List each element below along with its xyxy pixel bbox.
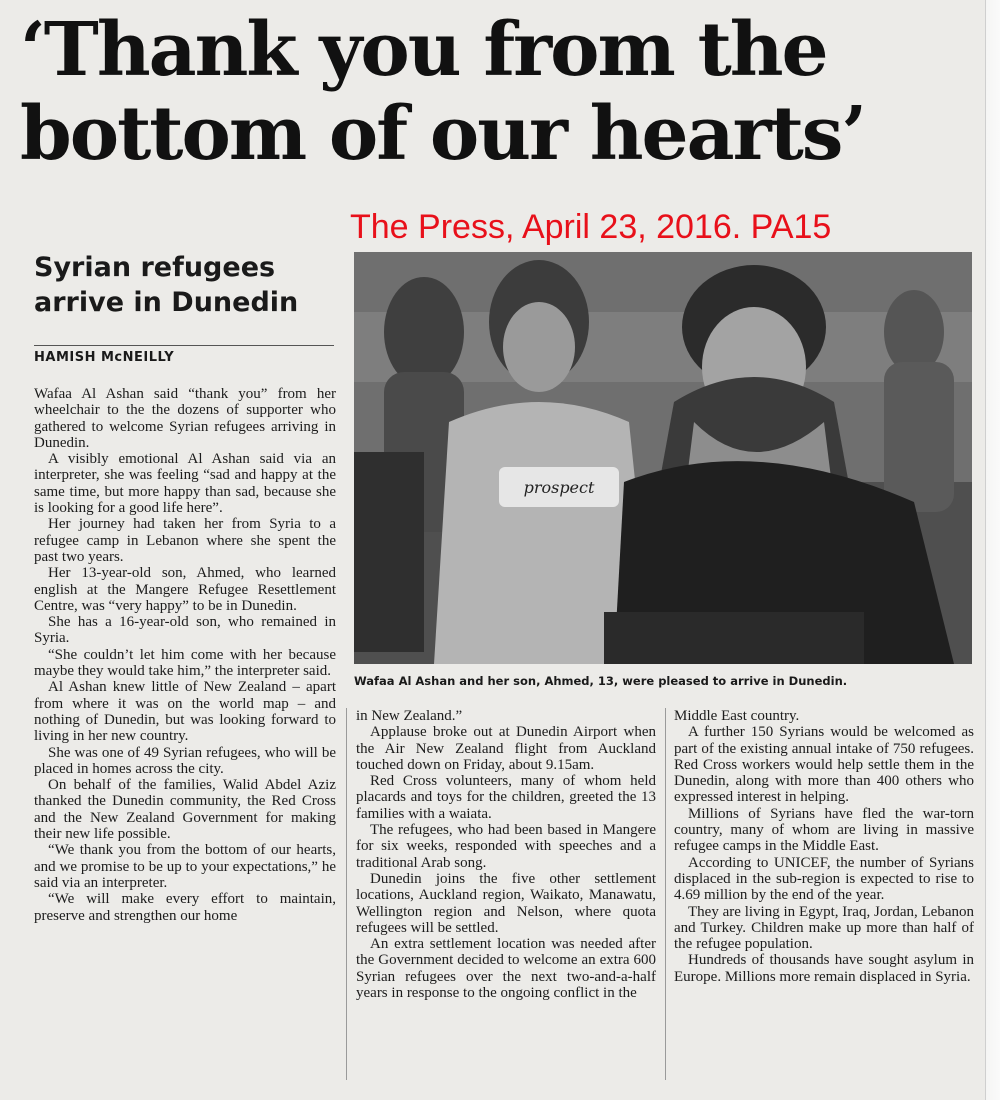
paragraph: Millions of Syrians have fled the war-torn country, many of whom are living in massive refugee camps in the Middle East. (674, 805, 974, 855)
paragraph: Al Ashan knew little of New Zealand – apart from where it was on the world map – and nothing of Dunedin, but was looking forward to living in her new country. (34, 679, 336, 745)
headline: ‘Thank you from the bottom of our hearts’ (20, 7, 866, 177)
paragraph: Dunedin joins the five other settlement locations, Auckland region, Waikato, Manawatu, Wellington region and Nelson, where quota refugees will be settled. (356, 870, 656, 936)
article-photo (354, 252, 972, 664)
paragraph: Wafaa Al Ashan said “thank you” from her wheelchair to the the dozens of supporter who gathered to welcome Syrian refugees arriving in Dunedin. (34, 386, 336, 451)
byline: HAMISH McNEILLY (34, 345, 334, 365)
paragraph: They are living in Egypt, Iraq, Jordan, Lebanon and Turkey. Children make up more than half of the refugee population. (674, 903, 974, 953)
paragraph: According to UNICEF, the number of Syrians displaced in the sub-region is expected to rise to 4.69 million by the end of the year. (674, 854, 974, 904)
paragraph: in New Zealand.” (356, 708, 463, 724)
article-column-3 (674, 708, 974, 985)
photo-illustration (354, 252, 972, 664)
paragraph: The refugees, who had been based in Mangere for six weeks, responded with speeches and a traditional Arab song. (356, 822, 656, 871)
paragraph: Applause broke out at Dunedin Airport when the Air New Zealand flight from Auckland touched down on Friday, about 9.15am. (356, 724, 656, 773)
paragraph: “We will make every effort to maintain, preserve and strengthen our home (34, 891, 336, 924)
article-column-2 (356, 708, 656, 1001)
column-divider (665, 708, 666, 1080)
paragraph: A further 150 Syrians would be welcomed as part of the existing annual intake of 750 refugees. Red Cross workers would help settle them in the Dunedin, along with more than 400 others who expressed interest in helping. (674, 724, 974, 806)
subheadline: Syrian refugees arrive in Dunedin (34, 252, 299, 318)
paragraph: Middle East country. (674, 708, 800, 724)
paragraph: “She couldn’t let him come with her because maybe they would take him,” the interpreter said. (34, 646, 336, 680)
paragraph: An extra settlement location was needed after the Government decided to welcome an extra 600 Syrian refugees over the next two-and-a-half years in response to the ongoing conflict in the (356, 936, 656, 1002)
paragraph: Hundreds of thousands have sought asylum in Europe. Millions more remain displaced in Syria. (674, 952, 974, 985)
source-annotation: The Press, April 23, 2016. PA15 (350, 208, 832, 246)
svg-text:prospect: prospect (523, 478, 595, 497)
paragraph: Red Cross volunteers, many of whom held placards and toys for the children, greeted the 13 families with a waiata. (356, 773, 656, 822)
column-divider (346, 708, 347, 1080)
paragraph: She was one of 49 Syrian refugees, who will be placed in homes across the city. (34, 744, 336, 777)
paragraph: A visibly emotional Al Ashan said via an interpreter, she was feeling “sad and happy at the same time, but more happy than sad, because she is looking for a good life here”. (34, 451, 336, 517)
page-edge (985, 0, 1000, 1100)
paragraph: Her journey had taken her from Syria to a refugee camp in Lebanon where she spent the past two years. (34, 516, 336, 565)
photo-caption: Wafaa Al Ashan and her son, Ahmed, 13, were pleased to arrive in Dunedin. (354, 674, 848, 688)
paragraph: On behalf of the families, Walid Abdel Aziz thanked the Dunedin community, the Red Cross and the New Zealand Government for making their new life possible. (34, 777, 336, 843)
paragraph: She has a 16-year-old son, who remained in Syria. (34, 614, 336, 647)
article-column-1 (34, 386, 336, 924)
paragraph: “We thank you from the bottom of our hearts, and we promise to be up to your expectations,” he said via an interpreter. (34, 842, 336, 891)
paragraph: Her 13-year-old son, Ahmed, who learned english at the Mangere Refugee Resettlement Centre, was “very happy” to be in Dunedin. (34, 565, 336, 614)
